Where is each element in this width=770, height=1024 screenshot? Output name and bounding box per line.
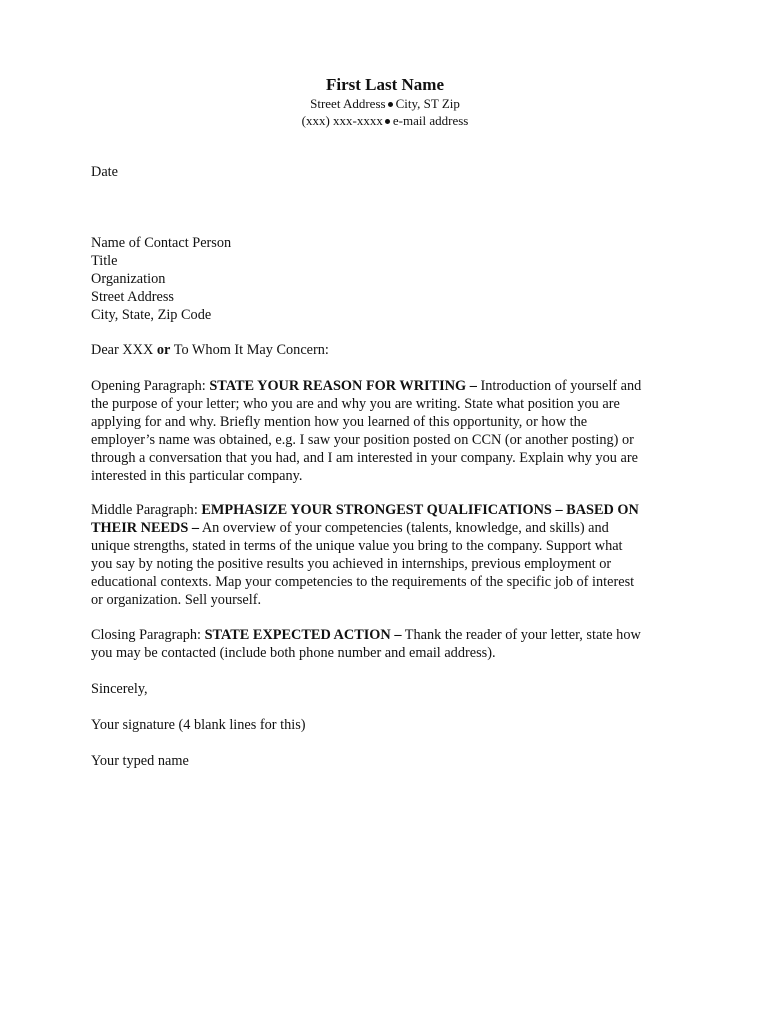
salutation-text: Dear XXX (91, 342, 157, 358)
paragraph-line: you say by noting the positive results you achieved in internships, previous employment or (91, 555, 612, 572)
paragraph-line (91, 627, 691, 645)
recipient-contact: Name of Contact Person (91, 235, 232, 251)
opening-paragraph (91, 378, 691, 485)
sender-name: First Last Name (325, 75, 445, 94)
paragraph-heading: STATE YOUR REASON FOR WRITING – (209, 378, 477, 394)
paragraph-heading: THEIR NEEDS – (91, 519, 200, 536)
paragraph-line: you may be contacted (include both phone number and email address). (91, 644, 496, 661)
paragraph-line (91, 502, 691, 520)
sender-city: City, ST Zip (395, 96, 460, 111)
date: Date (91, 164, 118, 180)
salutation-or: or (156, 342, 171, 358)
recipient-block (91, 235, 691, 325)
sender-address-line (0, 95, 770, 112)
salutation (91, 342, 691, 360)
recipient-title: Title (91, 252, 118, 269)
recipient-street: Street Address (91, 288, 174, 305)
closing-paragraph (91, 627, 691, 663)
sender-street: Street Address (310, 96, 386, 111)
typed-name: Your typed name (91, 753, 189, 769)
signature: Your signature (4 blank lines for this) (91, 717, 306, 733)
signoff: Sincerely, (91, 681, 148, 697)
letterhead (0, 75, 770, 129)
recipient-organization: Organization (91, 270, 166, 287)
middle-paragraph (91, 502, 691, 609)
paragraph-text: Introduction of yourself and (476, 378, 642, 394)
paragraph-line: educational contexts. Map your competencies to the requirements of the specific job of interest (91, 573, 635, 590)
bullet-icon (385, 119, 390, 124)
bullet-icon (388, 102, 393, 107)
paragraph-label: Closing Paragraph: (91, 627, 205, 643)
recipient-city: City, State, Zip Code (91, 306, 212, 323)
paragraph-line: or organization. Sell yourself. (91, 591, 262, 608)
paragraph-line: through a conversation that you had, and I am interested in your company. Explain why you are (91, 449, 638, 466)
sender-contact-line (0, 112, 770, 129)
paragraph-line: the purpose of your letter; who you are and why you are writing. State what position you are (91, 395, 620, 412)
paragraph-line (91, 378, 691, 396)
sender-phone: (xxx) xxx-xxxx (301, 113, 383, 128)
paragraph-label: Opening Paragraph: (91, 378, 210, 394)
salutation-text-2: To Whom It May Concern: (170, 342, 329, 358)
paragraph-line: interested in this particular company. (91, 467, 303, 484)
paragraph-label: Middle Paragraph: (91, 502, 202, 518)
paragraph-line: unique strengths, stated in terms of the unique value you bring to the company. Support what (91, 537, 623, 554)
paragraph-line: employer’s name was obtained, e.g. I saw your position posted on CCN (or another posting) or (91, 431, 634, 448)
paragraph-text: An overview of your competencies (talents, knowledge, and skills) and (199, 519, 609, 536)
paragraph-line (91, 520, 691, 538)
paragraph-heading: STATE EXPECTED ACTION – (204, 627, 402, 643)
sender-email: e-mail address (392, 113, 469, 128)
paragraph-heading: EMPHASIZE YOUR STRONGEST QUALIFICATIONS – BASED ON (201, 502, 639, 518)
paragraph-line: applying for and why. Briefly mention how you learned of this opportunity, or how the (91, 413, 588, 430)
paragraph-text: Thank the reader of your letter, state how (401, 627, 641, 643)
